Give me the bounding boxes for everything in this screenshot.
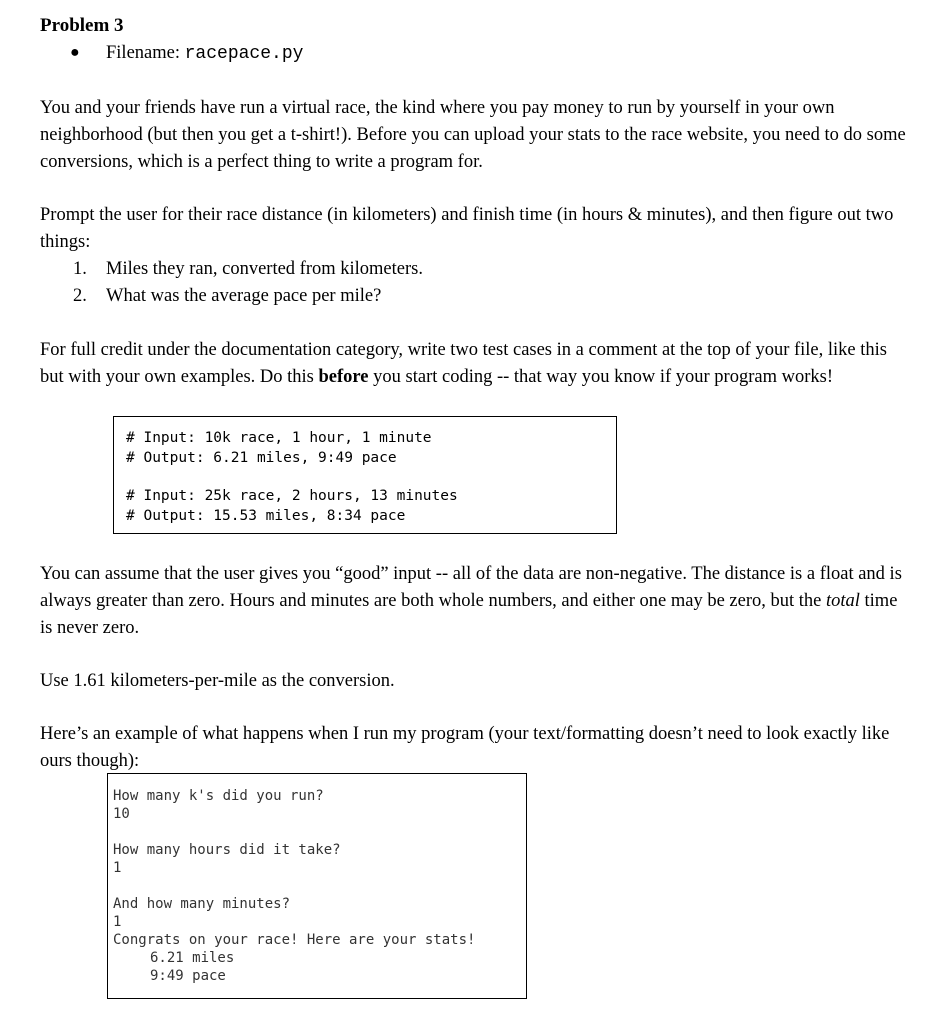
console-line: And how many minutes? (113, 896, 291, 912)
assumptions-paragraph: You can assume that the user gives you “good” input -- all of the data are non-negative. The distance is a float and is always greater than zero. Hours and minutes are both whole numbers, and either one may be zero, but the total time is never zero. (40, 564, 902, 638)
list-item: 2. What was the average pace per mile? (73, 286, 382, 306)
problem-title: Problem 3 (40, 15, 124, 36)
test-line: # Output: 15.53 miles, 8:34 pace (126, 508, 406, 524)
console-line: 6.21 miles (150, 950, 235, 966)
test-line: # Output: 6.21 miles, 9:49 pace (126, 450, 397, 466)
console-output-box (107, 773, 527, 999)
bullet-icon: ● (70, 44, 80, 61)
console-line: How many k's did you run? (113, 788, 324, 804)
console-line: 9:49 pace (150, 968, 226, 984)
task-list (40, 256, 423, 310)
example-paragraph: Here’s an example of what happens when I run my program (your text/formatting doesn’t need to look exactly like ours though): (40, 724, 890, 771)
intro-paragraph: You and your friends have run a virtual race, the kind where you pay money to run by yourself in your own neighborhood (but then you get a t-shirt!). Before you can upload your stats to the race website, you need to do some conversions, which is a perfect thing to write a program for. (40, 98, 906, 172)
filename-value: racepace.py (184, 44, 304, 64)
filename-label: Filename: (106, 43, 180, 63)
console-line: 1 (113, 860, 122, 876)
console-line: 1 (113, 914, 122, 930)
test-line: # Input: 25k race, 2 hours, 13 minutes (126, 488, 458, 504)
console-line: 10 (113, 806, 130, 822)
test-cases-box (113, 416, 617, 534)
prompt-paragraph: Prompt the user for their race distance (in kilometers) and finish time (in hours & minutes), and then figure out two things: (40, 205, 894, 252)
console-line: Congrats on your race! Here are your stats! (113, 932, 476, 948)
test-line: # Input: 10k race, 1 hour, 1 minute (126, 430, 432, 446)
console-line: How many hours did it take? (113, 842, 341, 858)
list-item: 1. Miles they ran, converted from kilometers. (73, 259, 423, 279)
conversion-paragraph: Use 1.61 kilometers-per-mile as the conversion. (40, 671, 395, 691)
documentation-paragraph: For full credit under the documentation category, write two test cases in a comment at the top of your file, like this but with your own examples. Do this before you start coding -- that way you know if your program works! (40, 340, 887, 387)
